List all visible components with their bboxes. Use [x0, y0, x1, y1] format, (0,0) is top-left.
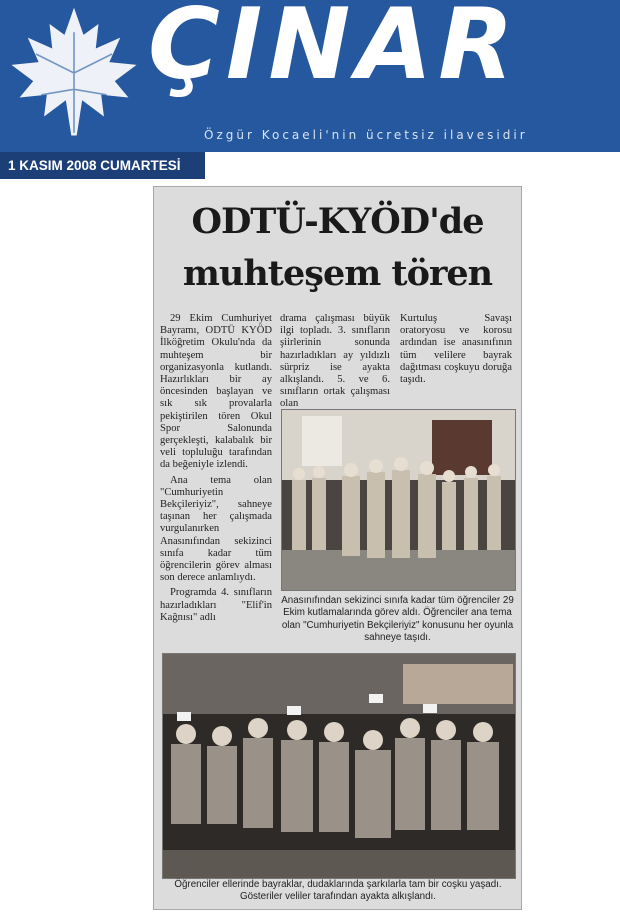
- headline-line-1: ODTÜ-KYÖD'de: [191, 201, 484, 242]
- article-column-1: [160, 313, 272, 627]
- paragraph: drama çalışması büyük ilgi topladı. 3. sınıfların şiirlerinin sonunda hazırladıkları ay yıldızlı sürpriz ise ayakta alkışlandı. 5. ve 6. sınıfların ortak çalışması olan: [280, 313, 390, 410]
- article-column-2: [280, 313, 390, 414]
- paragraph: Ana tema olan "Cumhuriyetin Bekçileriyiz", sahneye taşınan her çalışmada vurgulanırken Anasınıfından sekizinci sınıfa kadar tüm öğrencilerin görev alması son derece anlamlıydı.: [160, 474, 272, 584]
- article-column-3: [400, 313, 512, 389]
- students-with-flags-photo: [162, 653, 516, 879]
- maple-leaf-icon: [6, 2, 142, 144]
- news-clipping: [153, 186, 522, 910]
- paragraph: Kurtuluş Savaşı oratoryosu ve korosu ardından ise anasınıfının tüm velilere bayrak dağıtması coşkuyu doruğa taşıdı.: [400, 313, 512, 386]
- paragraph: Programda 4. sınıfların hazırladıkları "Elif'in Kağnısı" adlı: [160, 587, 272, 623]
- newspaper-logo: ÇINAR: [148, 0, 520, 102]
- paragraph: 29 Ekim Cumhuriyet Bayramı, ODTÜ KYÖD İlköğretim Okulu'nda da muhteşem bir organizasyonla kutlandı. Hazırlıkları bir ay öncesinden başlayan ve sık sık provalarla pekiştirilen tören Okul Spor Salonunda gerçekleşti, kalabalık bir veli topluluğu tarafından da beğeniyle izlendi.: [160, 313, 272, 471]
- photo-caption-1: Anasınıfından sekizinci sınıfa kadar tüm öğrenciler 29 Ekim kutlamalarında görev aldı. Öğrenciler ana tema olan "Cumhuriyetin Bekçileriyiz" konusunu her oyunla sahneye taşıdı.: [281, 595, 514, 644]
- headline-line-2: muhteşem tören: [182, 253, 493, 294]
- photo-caption-2: Öğrenciler ellerinde bayraklar, dudaklarında şarkılarla tam bir coşku yaşadı. Gösteriler veliler tarafından ayakta alkışlandı.: [174, 879, 502, 903]
- masthead: [0, 0, 620, 152]
- issue-date: 1 KASIM 2008 CUMARTESİ: [0, 152, 205, 179]
- ceremony-stage-photo: [281, 409, 516, 591]
- masthead-tagline: Özgür Kocaeli'nin ücretsiz ilavesidir: [204, 128, 528, 142]
